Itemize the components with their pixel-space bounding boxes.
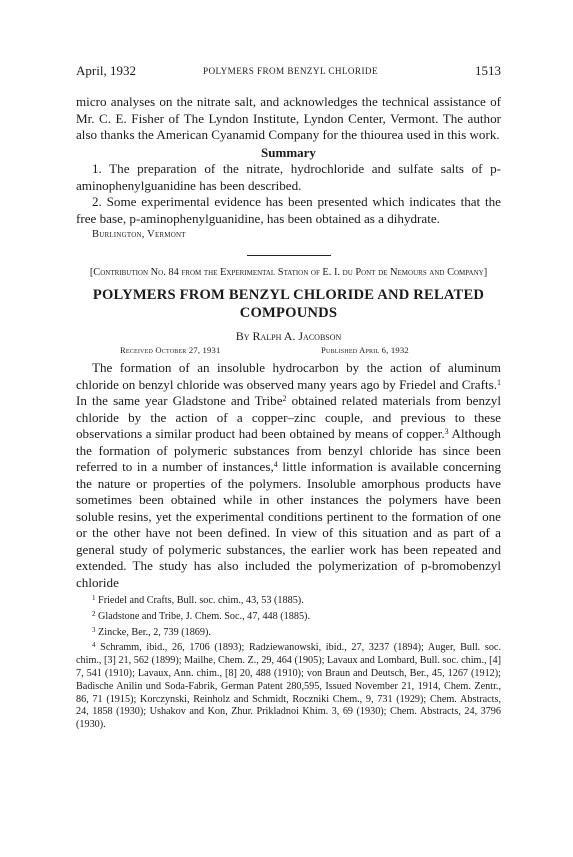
main-text-4: Although the formation of polymeric substances from benzyl chloride has since been referred to in a number of instances,	[76, 426, 501, 474]
footnote-ref-4[interactable]: 4	[273, 460, 278, 469]
footnote-3	[76, 624, 501, 640]
main-text-5: little information is available concerning the nature or properties of the polymers. Insoluble amorphous products have sometimes been obtained while in other instances the polymers have been soluble resins, yet the experimental conditions pertinent to the formation of one or the other have not been defined. In view of this situation and as part of a general study of polymeric substances, the earlier work has been repeated and extended. The study has also included the polymerization of p-bromobenzyl chloride	[76, 459, 502, 590]
summary-item-2: 2. Some experimental evidence has been presented which indicates that the free base, p-aminophenylguanidine, has been obtained as a dihydrate.	[76, 194, 501, 226]
footnote-ref-3[interactable]: 3	[444, 427, 449, 436]
received-date: Received October 27, 1931	[120, 345, 221, 355]
intro-paragraph: micro analyses on the nitrate salt, and acknowledges the technical assistance of Mr. C. E. Fisher of The Lyndon Institute, Lyndon Center, Vermont. The author also thanks the American Cyanamid Company for the thiourea used in this work.	[76, 94, 501, 142]
footnote-2	[76, 608, 501, 624]
summary-item-1: 1. The preparation of the nitrate, hydrochloride and sulfate salts of p-aminophenylguanidine has been described.	[76, 161, 501, 193]
page-body	[76, 94, 501, 732]
section-divider	[247, 255, 331, 256]
published-date: Published April 6, 1932	[321, 345, 409, 355]
main-text-1: The formation of an insoluble hydrocarbon by the action of aluminum chloride on benzyl chloride was observed many years ago by Friedel and Crafts.	[76, 360, 501, 392]
page-number: 1513	[475, 63, 501, 78]
main-paragraph	[76, 360, 501, 591]
footnote-number: 1	[92, 594, 96, 602]
author-address: Burlington, Vermont	[92, 229, 186, 240]
issue-date: April, 1932	[76, 63, 136, 78]
article-dates	[76, 344, 501, 358]
main-text-2: In the same year Gladstone and Tribe	[76, 393, 283, 408]
summary-heading: Summary	[261, 144, 316, 160]
contribution-note: [Contribution No. 84 from the Experimental Station of E. I. du Pont de Nemours and Company]	[89, 267, 488, 278]
footnote-ref-1[interactable]: 1	[497, 377, 501, 387]
page-header	[76, 63, 501, 81]
footnote-text: Schramm, ibid., 26, 1706 (1893); Radziewanowski, ibid., 27, 3237 (1894); Auger, Bull. soc. chim., [3] 21, 562 (1899); Mailhe, Chem. Z., 29, 464 (1905); Lavaux and Lombard, Bull. soc. chim., [4] 7, 541 (1910); Lavaux, Ann. chim., [8] 20, 488 (1910); von Braun and Deutsch, Ber., 45, 1267 (1912); Badische Anilin und Soda-Fabrik, German Patent 280,595, Issued November 21, 1914, Chem. Zentr., 86, 71 (1915); Korczynski, Reinholz and Schmidt, Roczniki Chem., 9, 731 (1929); Chem. Abstracts, 24, 1858 (1930); Ushakov and Kon, Zhur. Prikladnoi Khim. 3, 69 (1930); Chem. Abstracts, 24, 3796 (1930).	[76, 642, 501, 731]
footnote-number: 3	[92, 625, 96, 634]
article-title: POLYMERS FROM BENZYL CHLORIDE AND RELATED COMPOUNDS	[92, 287, 485, 321]
footnote-number: 2	[92, 609, 96, 618]
footnote-1	[76, 592, 501, 608]
footnote-text: Friedel and Crafts, Bull. soc. chim., 43, 53 (1885).	[95, 595, 304, 606]
footnote-text: Zincke, Ber., 2, 739 (1869).	[95, 626, 211, 638]
footnote-number: 4	[92, 641, 96, 650]
running-title: POLYMERS FROM BENZYL CHLORIDE	[203, 66, 378, 76]
footnote-ref-2[interactable]: 2	[282, 394, 287, 403]
footnote-text: Gladstone and Tribe, J. Chem. Soc., 47, 448 (1885).	[95, 610, 310, 622]
footnote-4	[76, 639, 501, 732]
article-byline: By Ralph A. Jacobson	[235, 329, 342, 343]
main-text-3: obtained related materials from benzyl chloride by the action of a copper–zinc couple, and previous to these observations a similar product had been obtained by means of copper.	[76, 393, 501, 441]
